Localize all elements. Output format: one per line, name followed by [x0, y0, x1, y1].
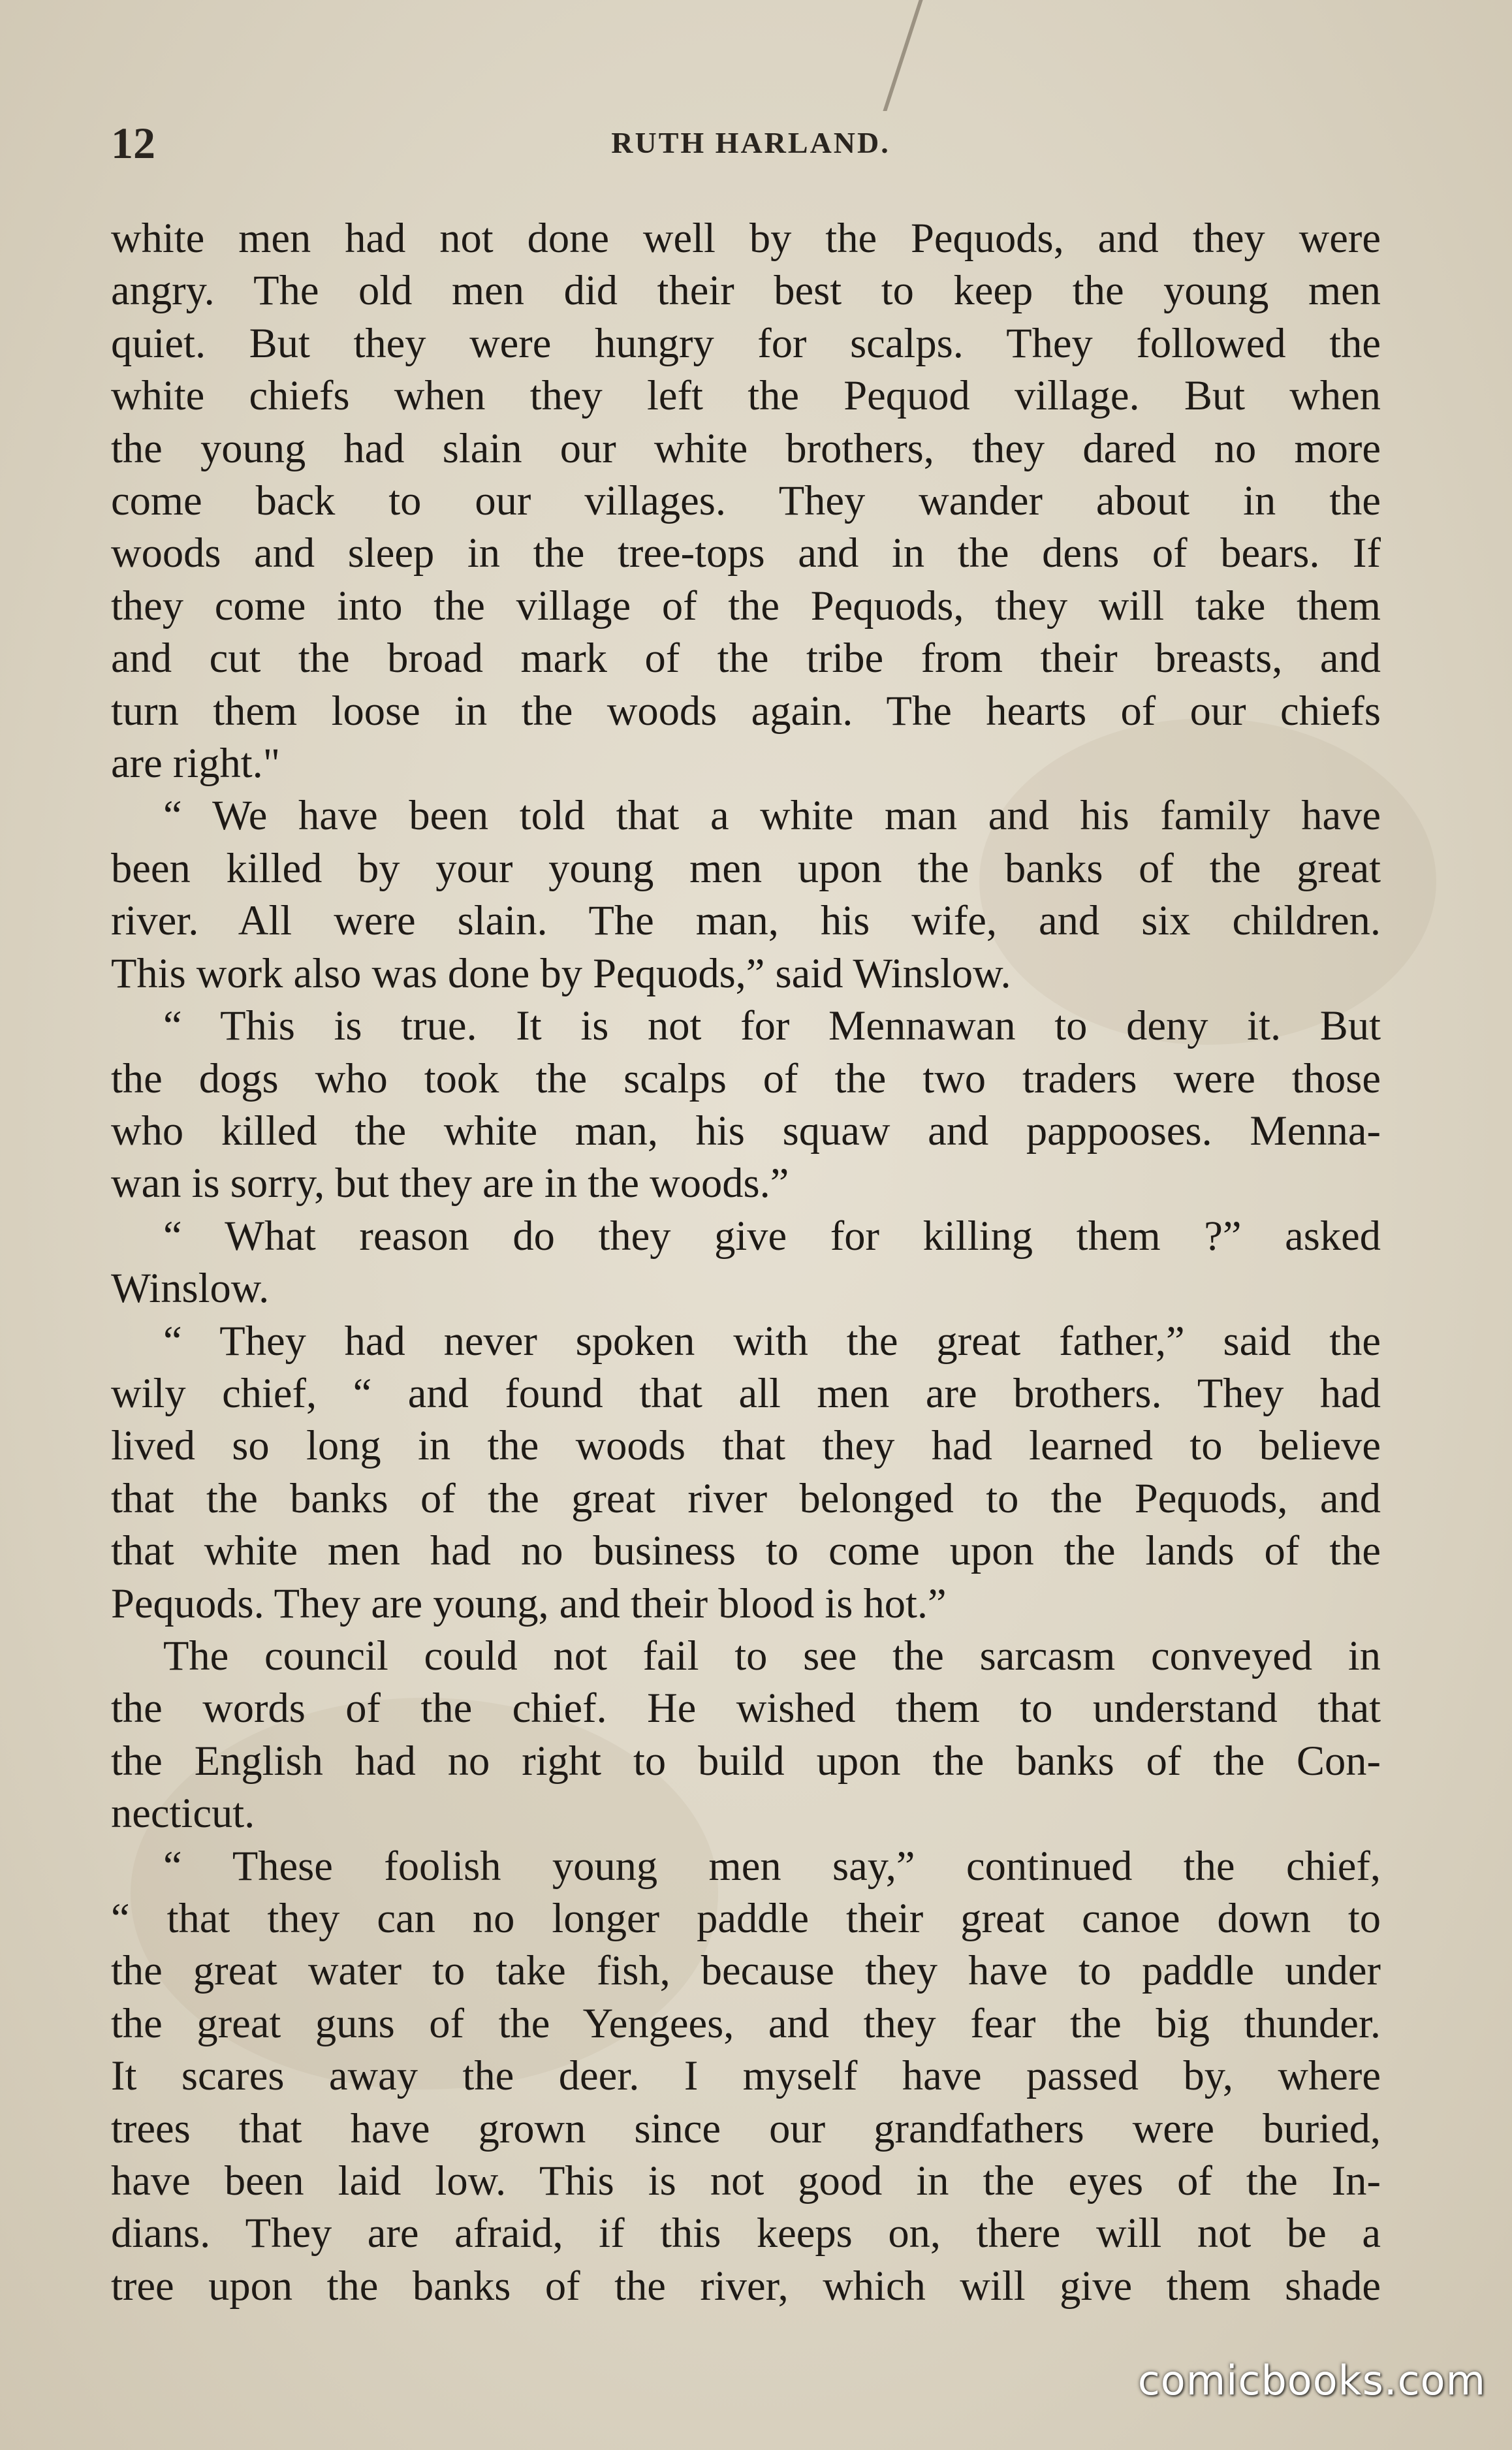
text-line: quiet. But they were hungry for scalps. They followed the — [111, 319, 1381, 366]
body-text — [111, 212, 1381, 2312]
text-line: white men had not done well by the Pequods, and they were — [111, 215, 1381, 261]
text-line: tree upon the banks of the river, which will give them shade — [111, 2262, 1381, 2309]
text-line: trees that have grown since our grandfathers were buried, — [111, 2105, 1381, 2152]
text-line: the great water to take fish, because they have to paddle under — [111, 1947, 1381, 1994]
text-line: the English had no right to build upon the banks of the Con- — [111, 1737, 1381, 1784]
text-line: Pequods. They are young, and their blood is hot.” — [111, 1580, 947, 1627]
text-line: Winslow. — [111, 1265, 270, 1312]
text-line: come back to our villages. They wander about in the — [111, 477, 1381, 524]
page-header — [111, 118, 1391, 176]
text-line: have been laid low. This is not good in the eyes of the In- — [111, 2157, 1381, 2204]
text-line: “ These foolish young men say,” continued the chief, — [163, 1842, 1381, 1889]
text-line: that white men had no business to come upon the lands of the — [111, 1527, 1381, 1574]
text-line: “ We have been told that a white man and his family have — [163, 792, 1381, 839]
text-line: “ This is true. It is not for Mennawan to deny it. But — [163, 1002, 1381, 1049]
text-line: “ What reason do they give for killing them ?” asked — [163, 1212, 1381, 1259]
text-line: been killed by your young men upon the banks of the great — [111, 844, 1381, 891]
text-line: dians. They are afraid, if this keeps on, there will not be a — [111, 2210, 1381, 2257]
page-number: 12 — [111, 118, 155, 168]
text-line: “ They had never spoken with the great father,” said the — [163, 1317, 1381, 1364]
text-line: the words of the chief. He wished them to understand that — [111, 1685, 1381, 1732]
running-head: RUTH HARLAND. — [611, 126, 890, 159]
text-line: that the banks of the great river belonged to the Pequods, and — [111, 1474, 1381, 1521]
paper-tear — [883, 0, 1007, 111]
text-line: lived so long in the woods that they had learned to believe — [111, 1422, 1381, 1469]
text-line: This work also was done by Pequods,” said Winslow. — [111, 949, 1011, 996]
watermark: comicbooks.com — [1137, 2357, 1486, 2404]
text-line: It scares away the deer. I myself have passed by, where — [111, 2052, 1381, 2099]
text-line: are right." — [111, 740, 281, 787]
text-line: The council could not fail to see the sarcasm conveyed in — [163, 1632, 1381, 1679]
text-line: angry. The old men did their best to keep the young men — [111, 267, 1381, 314]
text-line: necticut. — [111, 1790, 255, 1837]
text-line: “ that they can no longer paddle their great canoe down to — [111, 1895, 1381, 1941]
text-line: the great guns of the Yengees, and they fear the big thunder. — [111, 1999, 1381, 2046]
text-line: the young had slain our white brothers, they dared no more — [111, 424, 1381, 471]
text-line: turn them loose in the woods again. The hearts of our chiefs — [111, 687, 1381, 734]
text-line: the dogs who took the scalps of the two traders were those — [111, 1055, 1381, 1102]
text-line: river. All were slain. The man, his wife, and six children. — [111, 897, 1381, 944]
text-line: wily chief, “ and found that all men are brothers. They had — [111, 1369, 1381, 1416]
text-line: they come into the village of the Pequods, they will take them — [111, 582, 1381, 629]
text-line: white chiefs when they left the Pequod village. But when — [111, 372, 1381, 419]
text-line: and cut the broad mark of the tribe from their breasts, and — [111, 635, 1381, 682]
text-line: who killed the white man, his squaw and pappooses. Menna- — [111, 1107, 1381, 1154]
text-line: woods and sleep in the tree-tops and in the dens of bears. If — [111, 530, 1381, 577]
text-line: wan is sorry, but they are in the woods.” — [111, 1160, 789, 1207]
